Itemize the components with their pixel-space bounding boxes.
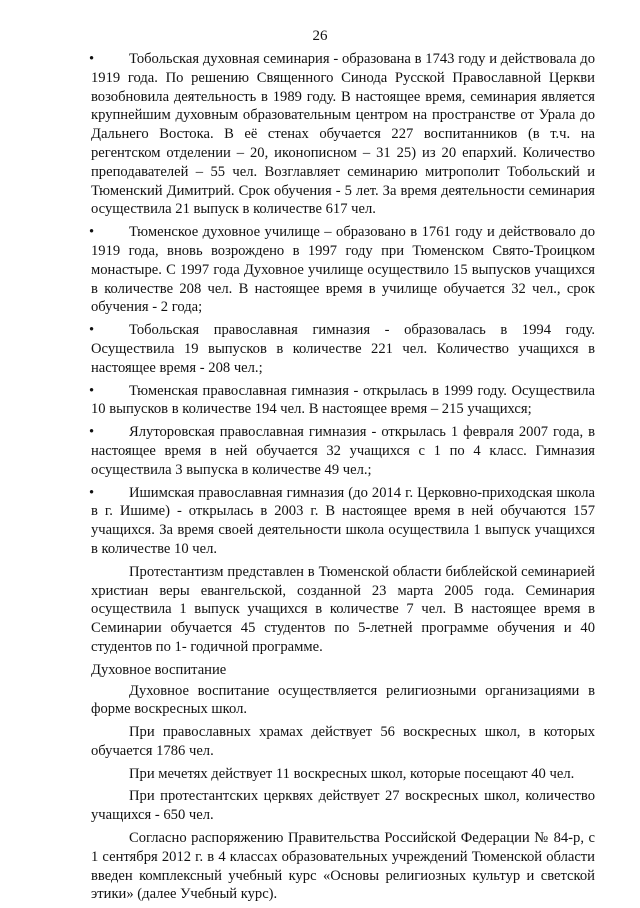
list-item <box>91 50 595 219</box>
paragraph: При православных храмах действует 56 воскресных школ, в которых обучается 1786 чел. <box>91 724 595 759</box>
list-item <box>91 321 595 377</box>
paragraph: Духовное воспитание осуществляется религиозными организациями в форме воскресных школ. <box>91 682 595 718</box>
page-number: 26 <box>312 28 328 44</box>
list-item <box>91 223 595 317</box>
list-item-text: Тюменская православная гимназия - открылась в 1999 году. Осуществила 10 выпусков в количестве 194 чел. В настоящее время – 215 учащихся; <box>91 382 595 418</box>
list-item <box>91 484 595 559</box>
bullet-icon: • <box>89 224 95 241</box>
list-item <box>91 423 595 479</box>
protestant-paragraph: Протестантизм представлен в Тюменской области библейской семинарией христиан веры евангельской, созданной 23 марта 2005 года. Семинария осуществила 1 выпуск учащихся в количестве 7 чел. В настоящее время в Семинарии обучается 45 студентов по 5-летней программе обучения и 40 студентов по 1- годичной программе. <box>91 563 595 655</box>
list-item-text: Ялуторовская православная гимназия - открылась 1 февраля 2007 года, в настоящее время в ней обучается 32 учащихся с 1 по 4 класс. Гимназия осуществила 3 выпуска в количестве 49 чел.; <box>91 424 595 478</box>
bullet-icon: • <box>89 322 95 339</box>
list-item-text: Тобольская православная гимназия - образовалась в 1994 году. Осуществила 19 выпусков в количестве 221 чел. Количество учащихся в настоящее время - 208 чел.; <box>91 322 595 376</box>
paragraph: Согласно распоряжению Правительства Российской Федерации № 84-р, с 1 сентября 2012 г. в 4 классах образовательных учреждений Тюменской области введен комплексный учебный курс «Основы религиозных культур и светской этики» (далее Учебный курс). <box>91 830 595 903</box>
bullet-icon: • <box>89 424 95 441</box>
list-item-text: Тобольская духовная семинария - образована в 1743 году и действовала до 1919 года. По решению Священного Синода Русской Православной Церкви возобновила деятельность в 1989 году. В настоящее время, семинария является крупнейшим духовным образовательным центром на пространстве от Урала до Дальнего Востока. В её стенах обучается 227 воспитанников (в т.ч. на регентском отделении – 20, иконописном – 31 25) из 20 епархий. Количество преподавателей – 55 чел. Возглавляет семинарию митрополит Тобольский и Тюменский Димитрий. Срок обучения - 5 лет. За время деятельности семинария осуществила 21 выпуск в количестве 617 чел. <box>91 51 595 218</box>
list-item-text: Ишимская православная гимназия (до 2014 г. Церковно-приходская школа в г. Ишиме) - открылась в 2003 г. В настоящее время в ней обучаются 157 учащихся. За время своей деятельности школа осуществила 1 выпуск учащихся в количестве 10 чел. <box>91 484 595 557</box>
list-item-text: Тюменское духовное училище – образовано в 1761 году и действовало до 1919 года, вновь возрождено в 1997 году при Тюменском Свято-Троицком монастыре. С 1997 года Духовное училище осуществило 15 выпусков учащихся в количестве 208 чел. В настоящее время в училище обучается 32 чел., срок обучения - 2 года; <box>91 224 595 316</box>
list-item <box>91 382 595 420</box>
paragraph: При мечетях действует 11 воскресных школ, которые посещают 40 чел. <box>129 765 575 782</box>
section-heading: Духовное воспитание <box>91 661 227 678</box>
bullet-icon: • <box>89 382 95 399</box>
bullet-icon: • <box>89 484 95 501</box>
bullet-icon: • <box>89 51 95 67</box>
document-body <box>91 50 595 908</box>
paragraph: При протестантских церквях действует 27 воскресных школ, количество учащихся - 650 чел. <box>91 788 595 824</box>
